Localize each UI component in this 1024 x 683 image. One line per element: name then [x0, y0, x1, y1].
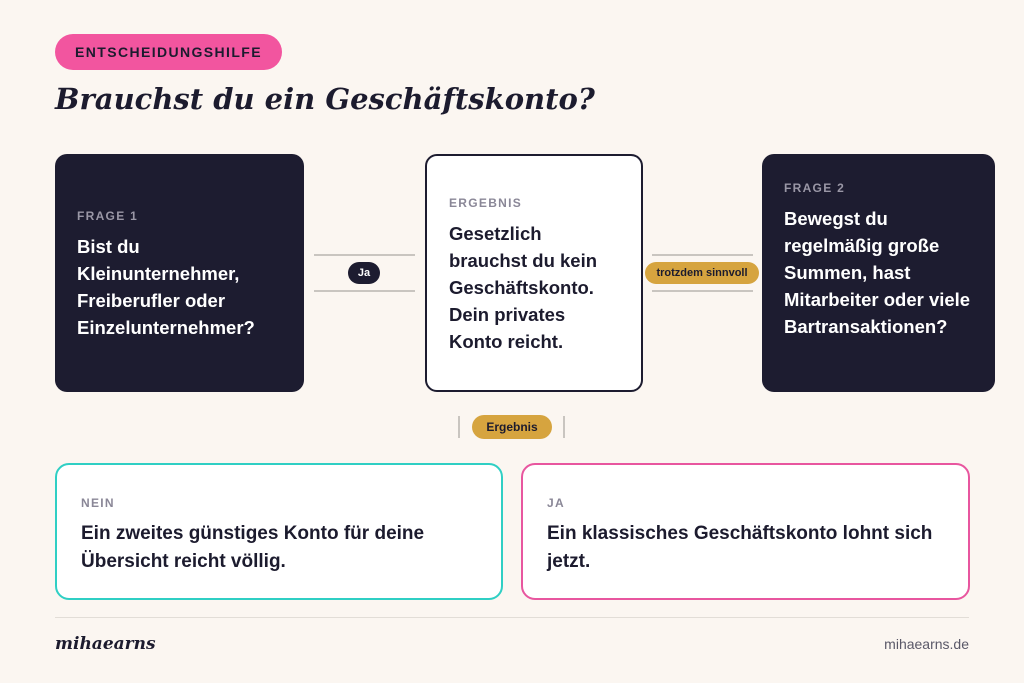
- footer-brand: mihaearns: [55, 634, 156, 654]
- answer-yes-kicker: JA: [547, 496, 565, 510]
- connector-2-label: trotzdem sinnvoll: [645, 262, 759, 284]
- connector-1-label: Ja: [348, 262, 380, 284]
- question-1-kicker: FRAGE 1: [77, 209, 139, 223]
- category-badge: ENTSCHEIDUNGSHILFE: [55, 34, 282, 70]
- page-title: Brauchst du ein Geschäftskonto?: [55, 82, 595, 116]
- footer-site: mihaearns.de: [884, 636, 969, 652]
- answer-yes-text: Ein klassisches Geschäftskonto lohnt sich jetzt.: [547, 523, 933, 572]
- connector-1-line-bottom: [314, 290, 415, 292]
- question-1-card: [55, 154, 304, 392]
- result-text: Gesetzlich brauchst du kein Geschäftskonto. Dein privates Konto reicht.: [449, 223, 598, 352]
- result-card: [425, 154, 643, 392]
- connector-1-line-top: [314, 254, 415, 256]
- connector-3-tick-left: [458, 416, 460, 438]
- connector-3-label: Ergebnis: [472, 415, 552, 439]
- result-kicker: ERGEBNIS: [449, 196, 523, 210]
- connector-2-line-top: [652, 254, 753, 256]
- question-2-kicker: FRAGE 2: [784, 181, 846, 195]
- connector-2-line-bottom: [652, 290, 753, 292]
- question-1-text: Bist du Kleinunternehmer, Freiberufler oder Einzelunternehmer?: [77, 236, 255, 338]
- footer-divider: [55, 617, 969, 618]
- answer-no-kicker: NEIN: [81, 496, 115, 510]
- question-2-card: [762, 154, 995, 392]
- answer-no-card: [55, 463, 503, 600]
- answer-no-text: Ein zweites günstiges Konto für deine Übersicht reicht völlig.: [81, 523, 425, 572]
- connector-3-tick-right: [563, 416, 565, 438]
- question-2-text: Bewegst du regelmäßig große Summen, hast Mitarbeiter oder viele Bartransaktionen?: [784, 208, 971, 337]
- answer-yes-card: [521, 463, 970, 600]
